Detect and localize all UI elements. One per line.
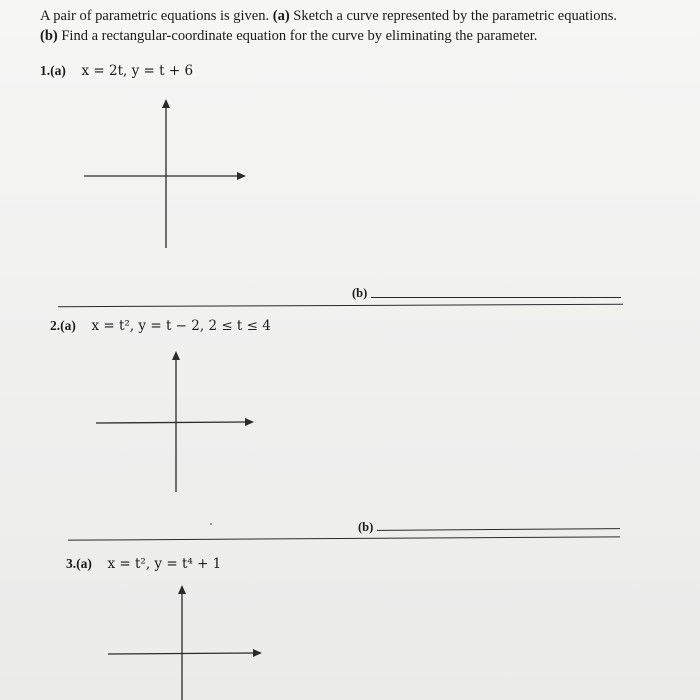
problem-2-axes [94,350,258,494]
instructions-text: A pair of parametric equations is given. [40,8,270,24]
part-a-text: Sketch a curve represented by the parametric equations. [293,8,617,24]
problem-2-header [50,318,271,335]
problem-3-axes [104,584,266,700]
problem-1-x-arrow [237,172,246,180]
problem-1-answer-label: (b) [352,286,368,300]
problem-3-equation: x = t², y = t⁴ + 1 [107,556,222,572]
problem-2-label: 2.(a) [50,318,76,333]
problem-3-x-arrow [253,649,262,657]
problem-3-label: 3.(a) [66,556,92,571]
problem-1-header [40,63,193,80]
problem-1-divider [58,304,623,307]
problem-2-x-arrow [245,418,254,426]
problem-2-answer-label: (b) [358,520,374,534]
problem-2-answer-line[interactable] [377,528,620,531]
problem-1-y-arrow [162,99,170,108]
problem-3-header [66,556,221,573]
problem-1-answer-line[interactable] [371,297,621,298]
part-b-text: Find a rectangular-coordinate equation for the curve by eliminating the parameter. [61,28,538,44]
speck [210,523,212,525]
instructions-line-1 [40,8,617,25]
instructions-line-2 [40,28,537,45]
problem-2-y-arrow [172,351,180,360]
problem-2-x-axis [96,422,248,423]
problem-1-equation: x = 2t, y = t + 6 [81,63,194,79]
part-a-label: (a) [272,8,290,24]
problem-2-equation: x = t², y = t − 2, 2 ≤ t ≤ 4 [91,318,271,334]
problem-3-x-axis [108,653,256,654]
problem-1-axes [80,98,250,250]
problem-1-label: 1.(a) [40,63,66,78]
problem-3-y-arrow [178,585,186,594]
part-b-label: (b) [40,28,58,44]
problem-2-divider [68,536,620,540]
